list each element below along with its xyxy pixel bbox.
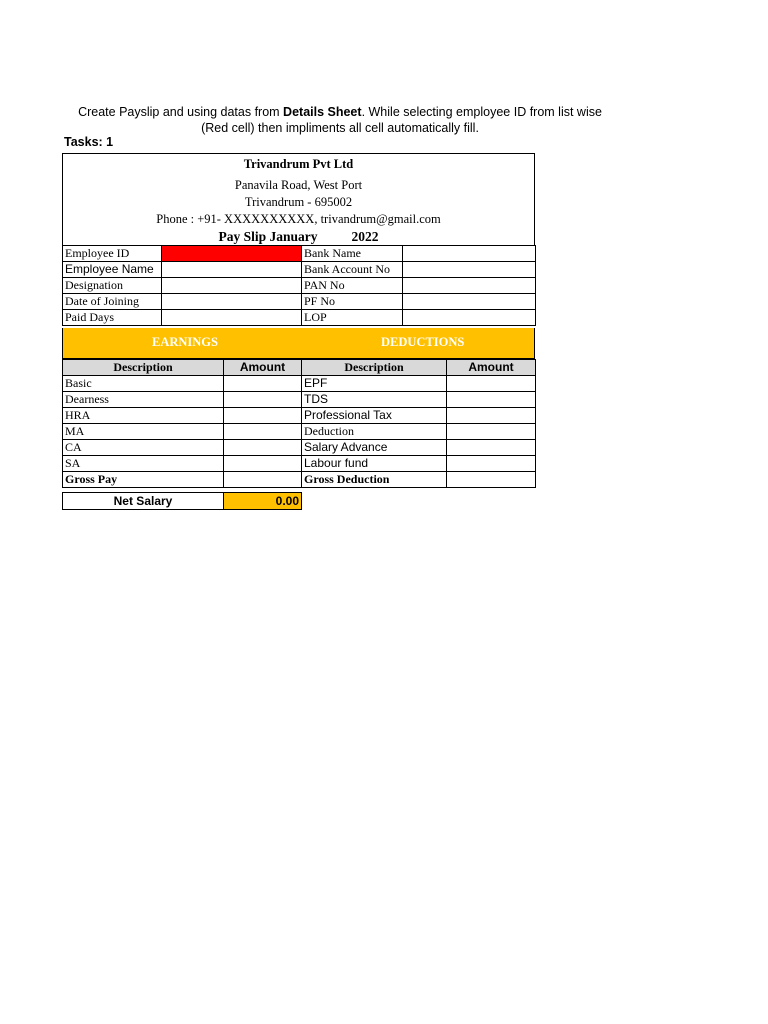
field-label: Designation [63, 278, 162, 294]
employee-field-row [63, 278, 536, 294]
payslip-sheet [62, 153, 535, 508]
net-salary-value[interactable]: 0.00 [224, 493, 302, 510]
net-salary-label: Net Salary [63, 493, 224, 510]
deduction-amount-cell[interactable] [447, 456, 536, 472]
field-value-cell[interactable] [162, 262, 302, 278]
deduction-amount-cell[interactable] [447, 440, 536, 456]
field-label: PAN No [302, 278, 403, 294]
employee-field-row [63, 294, 536, 310]
deductions-description-header: Description [302, 360, 447, 376]
field-label: Bank Account No [302, 262, 403, 278]
employee-id-select-cell[interactable] [162, 246, 302, 262]
column-headers [63, 360, 536, 376]
field-value-cell[interactable] [162, 310, 302, 326]
deduction-amount-cell[interactable] [447, 392, 536, 408]
earnings-heading: EARNINGS [152, 335, 218, 349]
field-label: LOP [302, 310, 403, 326]
deduction-label: Professional Tax [302, 408, 447, 424]
field-value-cell[interactable] [162, 278, 302, 294]
field-label: Employee Name [63, 262, 162, 278]
instruction-text-2: (Red cell) then impliments all cell automatically fill. [201, 121, 479, 135]
payslip-year: 2022 [351, 229, 379, 244]
field-label: Employee ID [63, 246, 162, 262]
field-label: Date of Joining [63, 294, 162, 310]
deduction-label: Salary Advance [302, 440, 447, 456]
field-value-cell[interactable] [403, 310, 536, 326]
details-sheet-ref: Details Sheet [283, 105, 362, 119]
earnings-description-header: Description [63, 360, 224, 376]
earning-amount-cell[interactable] [224, 408, 302, 424]
employee-details-table [62, 245, 536, 326]
field-value-cell[interactable] [403, 294, 536, 310]
company-name: Trivandrum Pvt Ltd [243, 157, 354, 171]
instruction-text: . While selecting employee ID from list wise [361, 105, 602, 119]
instructions [40, 104, 640, 136]
section-band [62, 328, 535, 359]
earning-label: MA [63, 424, 224, 440]
earning-amount-cell[interactable] [224, 456, 302, 472]
earning-amount-cell[interactable] [224, 440, 302, 456]
employee-field-row [63, 262, 536, 278]
company-address: Panavila Road, West Port [234, 178, 363, 192]
earning-label: SA [63, 456, 224, 472]
gross-pay-amount-cell[interactable] [224, 472, 302, 488]
payslip-month: Pay Slip January [218, 229, 318, 244]
table-row [63, 376, 536, 392]
totals-row [63, 472, 536, 488]
earning-amount-cell[interactable] [224, 392, 302, 408]
instruction-text: Create Payslip and using datas from [78, 105, 284, 119]
earning-label: CA [63, 440, 224, 456]
field-value-cell[interactable] [403, 246, 536, 262]
table-row [63, 424, 536, 440]
table-row [63, 408, 536, 424]
deductions-heading: DEDUCTIONS [381, 335, 465, 349]
earning-amount-cell[interactable] [224, 376, 302, 392]
earning-amount-cell[interactable] [224, 424, 302, 440]
field-value-cell[interactable] [162, 294, 302, 310]
deduction-label: Labour fund [302, 456, 447, 472]
deductions-amount-header: Amount [447, 360, 536, 376]
gross-pay-label: Gross Pay [63, 472, 224, 488]
employee-field-row [63, 246, 536, 262]
earning-label: Dearness [63, 392, 224, 408]
employee-field-row [63, 310, 536, 326]
field-label: PF No [302, 294, 403, 310]
field-value-cell[interactable] [403, 262, 536, 278]
deduction-label: EPF [302, 376, 447, 392]
deduction-amount-cell[interactable] [447, 376, 536, 392]
earning-label: Basic [63, 376, 224, 392]
gross-deduction-amount-cell[interactable] [447, 472, 536, 488]
table-row [63, 440, 536, 456]
deduction-amount-cell[interactable] [447, 424, 536, 440]
field-label: Bank Name [302, 246, 403, 262]
tasks-label: Tasks: 1 [64, 135, 114, 149]
field-label: Paid Days [63, 310, 162, 326]
field-value-cell[interactable] [403, 278, 536, 294]
net-salary-row [62, 492, 302, 510]
company-header [62, 153, 535, 245]
earnings-deductions-table [62, 359, 536, 488]
table-row [63, 392, 536, 408]
deduction-amount-cell[interactable] [447, 408, 536, 424]
company-contact: Phone : +91- XXXXXXXXXX, trivandrum@gmail.com [156, 212, 441, 226]
table-row [63, 456, 536, 472]
deduction-label: TDS [302, 392, 447, 408]
gross-deduction-label: Gross Deduction [302, 472, 447, 488]
payslip-title [63, 229, 534, 245]
earnings-amount-header: Amount [224, 360, 302, 376]
deduction-label: Deduction [302, 424, 447, 440]
company-city: Trivandrum - 695002 [244, 195, 353, 209]
earning-label: HRA [63, 408, 224, 424]
